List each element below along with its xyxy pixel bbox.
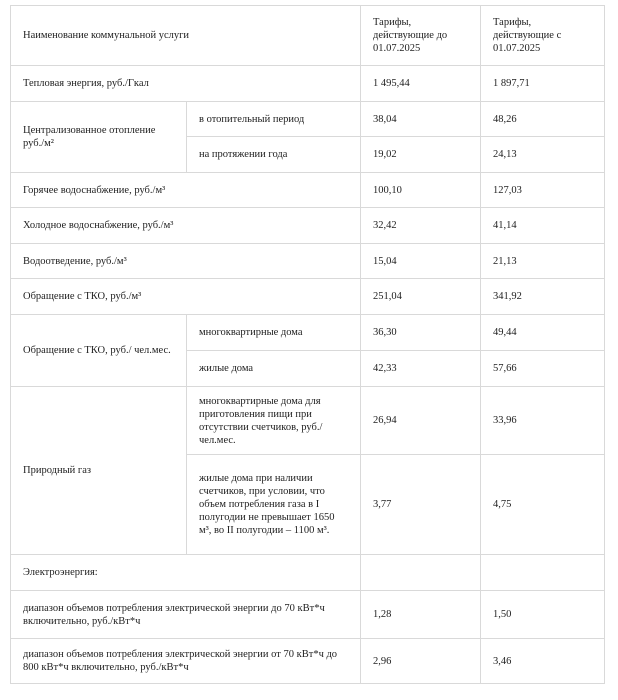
table-row xyxy=(11,244,605,279)
value-after: 1 897,71 xyxy=(481,66,605,102)
value-after: 33,96 xyxy=(481,387,605,455)
value-before: 19,02 xyxy=(361,137,481,173)
value-before: 251,04 xyxy=(361,279,481,315)
header-tariff-after: Тарифы, действующие с 01.07.2025 xyxy=(481,6,605,66)
value-after: 57,66 xyxy=(481,351,605,387)
table-row xyxy=(11,66,605,102)
table-row xyxy=(11,639,605,684)
value-before: 2,96 xyxy=(361,639,481,684)
value-after: 341,92 xyxy=(481,279,605,315)
table-row xyxy=(11,387,605,455)
row-name: диапазон объемов потребления электрической энергии до 70 кВт*ч включительно, руб./кВт*ч xyxy=(11,591,361,639)
row-name: Водоотведение, руб./м³ xyxy=(11,244,361,279)
table-row xyxy=(11,102,605,137)
sub-row-label: многоквартирные дома для приготовления пищи при отсутствии счетчиков, руб./ чел.мес. xyxy=(187,387,361,455)
row-name: Централизованное отопление руб./м² xyxy=(11,102,187,173)
value-after: 1,50 xyxy=(481,591,605,639)
value-after: 3,46 xyxy=(481,639,605,684)
table-row xyxy=(11,279,605,315)
value-before: 1 495,44 xyxy=(361,66,481,102)
table-row xyxy=(11,208,605,244)
header-service: Наименование коммунальной услуги xyxy=(11,6,361,66)
value-after: 41,14 xyxy=(481,208,605,244)
value-before: 42,33 xyxy=(361,351,481,387)
sub-row-label: жилые дома xyxy=(187,351,361,387)
table-row xyxy=(11,315,605,351)
row-name: Обращение с ТКО, руб./м³ xyxy=(11,279,361,315)
sub-row-label: многоквартирные дома xyxy=(187,315,361,351)
value-before: 15,04 xyxy=(361,244,481,279)
value-before: 100,10 xyxy=(361,173,481,208)
header-tariff-before: Тарифы, действующие до 01.07.2025 xyxy=(361,6,481,66)
value-before: 38,04 xyxy=(361,102,481,137)
table-row xyxy=(11,555,605,591)
value-after xyxy=(481,555,605,591)
sub-row-label: на протяжении года xyxy=(187,137,361,173)
sub-row-label: в отопительный период xyxy=(187,102,361,137)
table-header-row xyxy=(11,6,605,66)
table-row xyxy=(11,591,605,639)
value-after: 24,13 xyxy=(481,137,605,173)
row-name: Холодное водоснабжение, руб./м³ xyxy=(11,208,361,244)
value-before: 3,77 xyxy=(361,455,481,555)
value-before: 36,30 xyxy=(361,315,481,351)
row-name: Горячее водоснабжение, руб./м³ xyxy=(11,173,361,208)
row-name: диапазон объемов потребления электрической энергии от 70 кВт*ч до 800 кВт*ч включительно, руб./кВт*ч xyxy=(11,639,361,684)
value-after: 49,44 xyxy=(481,315,605,351)
row-name: Природный газ xyxy=(11,387,187,555)
value-before: 1,28 xyxy=(361,591,481,639)
sub-row-label: жилые дома при наличии счетчиков, при условии, что объем потребления газа в I полугодии не превышает 1650 м³, во II полугодии – 1100 м³. xyxy=(187,455,361,555)
tariff-table xyxy=(10,5,605,684)
value-before: 32,42 xyxy=(361,208,481,244)
value-before: 26,94 xyxy=(361,387,481,455)
value-after: 21,13 xyxy=(481,244,605,279)
value-after: 48,26 xyxy=(481,102,605,137)
value-before xyxy=(361,555,481,591)
row-name: Электроэнергия: xyxy=(11,555,361,591)
row-name: Обращение с ТКО, руб./ чел.мес. xyxy=(11,315,187,387)
table-row xyxy=(11,173,605,208)
value-after: 127,03 xyxy=(481,173,605,208)
value-after: 4,75 xyxy=(481,455,605,555)
row-name: Тепловая энергия, руб./Гкал xyxy=(11,66,361,102)
